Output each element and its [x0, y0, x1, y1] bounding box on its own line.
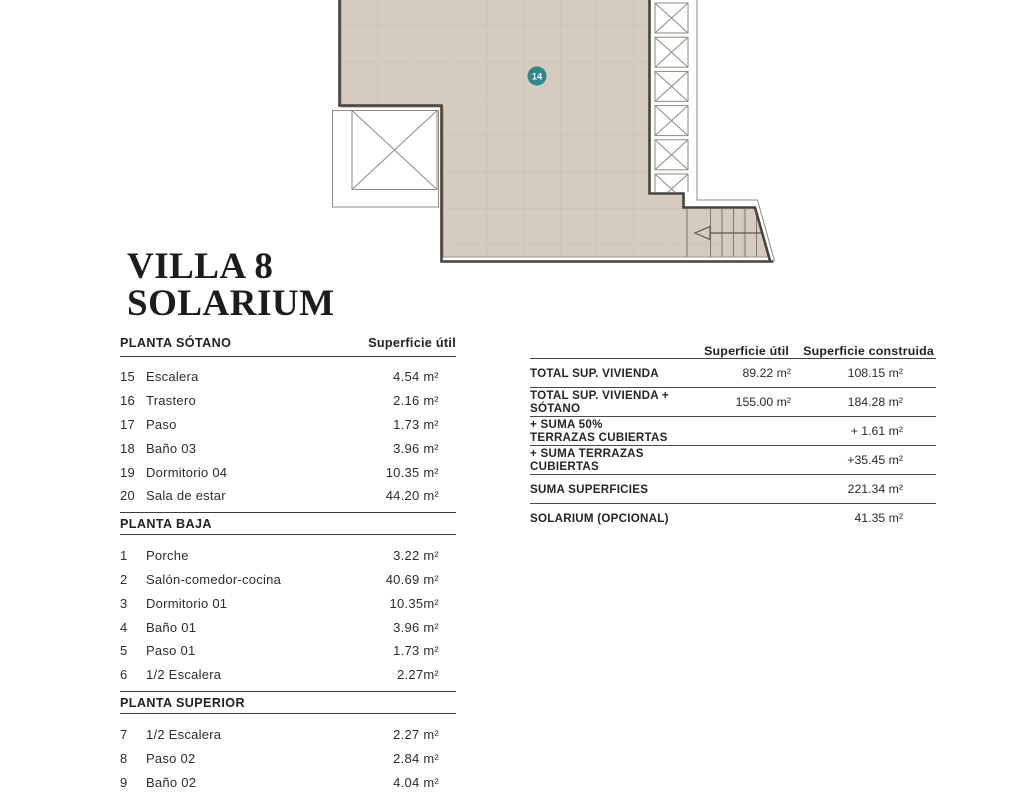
- section-rows: [120, 357, 456, 512]
- room-row: [120, 389, 456, 413]
- section-header-row: [120, 691, 456, 714]
- summary-superficie-construida-value: 184.28 m²: [847, 395, 903, 409]
- room-area-value: 3.96 m²: [393, 440, 439, 456]
- room-row: [120, 568, 456, 592]
- room-area-value: 3.22 m²: [393, 548, 439, 564]
- room-name: Paso 01: [146, 643, 196, 659]
- summary-label: TOTAL SUP. VIVIENDA: [530, 366, 659, 380]
- room-name: Trastero: [146, 393, 196, 409]
- room-name: 1/2 Escalera: [146, 726, 222, 742]
- column-header-superficie-util: Superficie útil: [368, 336, 456, 350]
- room-area-value: 4.04 m²: [393, 774, 439, 790]
- summary-label: + SUMA 50% TERRAZAS CUBIERTAS: [530, 418, 668, 444]
- summary-label: TOTAL SUP. VIVIENDA + SÓTANO: [530, 389, 669, 415]
- summary-superficie-construida-value: 108.15 m²: [847, 366, 903, 380]
- room-number: 4: [120, 619, 128, 635]
- room-name: Paso: [146, 416, 177, 432]
- room-name: Porche: [146, 548, 189, 564]
- room-row: [120, 544, 456, 568]
- room-area-value: 2.84 m²: [393, 750, 439, 766]
- page-title-line2: SOLARIUM: [127, 283, 335, 324]
- room-badge-label: 14: [531, 71, 543, 83]
- room-number: 3: [120, 595, 128, 611]
- room-row: [120, 591, 456, 615]
- summary-row: [530, 359, 936, 388]
- room-area-value: 10.35 m²: [385, 464, 439, 480]
- room-name: Dormitorio 01: [146, 595, 228, 611]
- section-header-row: [120, 512, 456, 535]
- summary-row: [530, 417, 936, 446]
- section-header-label: PLANTA SÓTANO: [120, 336, 232, 350]
- room-row: [120, 746, 456, 770]
- summary-label: SOLARIUM (OPCIONAL): [530, 511, 669, 525]
- skylight-box: [333, 111, 439, 208]
- section-rows: [120, 535, 456, 691]
- room-area-value: 40.69 m²: [385, 571, 439, 587]
- section-header-label: PLANTA BAJA: [120, 516, 212, 531]
- summary-superficie-construida-value: 221.34 m²: [847, 482, 903, 496]
- room-number: 1: [120, 548, 128, 564]
- room-number: 20: [120, 488, 135, 504]
- section-rows: [120, 714, 456, 798]
- section-header-label: PLANTA SUPERIOR: [120, 695, 245, 710]
- room-row: [120, 723, 456, 747]
- room-name: Baño 03: [146, 440, 197, 456]
- summary-label: + SUMA TERRAZAS CUBIERTAS: [530, 447, 644, 473]
- room-area-value: 1.73 m²: [393, 643, 439, 659]
- room-area-value: 10.35m²: [389, 595, 439, 611]
- summary-superficie-construida-value: + 1.61 m²: [850, 424, 903, 438]
- room-row: [120, 770, 456, 794]
- room-area-value: 2.27 m²: [393, 726, 439, 742]
- summary-label: SUMA SUPERFICIES: [530, 482, 649, 496]
- room-name: Dormitorio 04: [146, 464, 228, 480]
- room-name: Baño 01: [146, 619, 197, 635]
- summary-superficie-util-value: 89.22 m²: [742, 366, 791, 380]
- room-area-value: 1.73 m²: [393, 416, 439, 432]
- room-number: 16: [120, 393, 135, 409]
- table-section: [120, 336, 456, 512]
- room-area-value: 4.54 m²: [393, 369, 439, 385]
- room-number: 2: [120, 571, 128, 587]
- room-badge: [528, 67, 547, 86]
- summary-superficie-construida-value: 41.35 m²: [854, 511, 903, 525]
- column-header-superficie-construida: Superficie construida: [803, 344, 934, 358]
- room-number: 17: [120, 416, 135, 432]
- pergola-strip: [655, 3, 688, 204]
- room-name: Baño 02: [146, 774, 197, 790]
- table-section: [120, 691, 456, 798]
- room-row: [120, 484, 456, 508]
- room-name: Salón-comedor-cocina: [146, 571, 282, 587]
- room-name: Escalera: [146, 369, 199, 385]
- summary-header-row: [530, 334, 936, 359]
- room-row: [120, 460, 456, 484]
- room-number: 8: [120, 750, 128, 766]
- summary-row: [530, 504, 936, 532]
- room-row: [120, 365, 456, 389]
- room-number: 19: [120, 464, 135, 480]
- summary-superficie-construida-value: +35.45 m²: [847, 453, 903, 467]
- page-title-line1: VILLA 8: [127, 246, 274, 287]
- room-row: [120, 436, 456, 460]
- room-area-value: 3.96 m²: [393, 619, 439, 635]
- summary-superficie-util-value: 155.00 m²: [735, 395, 791, 409]
- room-row: [120, 639, 456, 663]
- room-name: Sala de estar: [146, 488, 226, 504]
- room-row: [120, 615, 456, 639]
- room-area-table: [120, 336, 456, 798]
- summary-row: [530, 446, 936, 475]
- surface-summary-table: [530, 334, 936, 532]
- room-number: 18: [120, 440, 135, 456]
- summary-row: [530, 388, 936, 417]
- room-area-value: 2.16 m²: [393, 393, 439, 409]
- room-row: [120, 663, 456, 687]
- room-number: 5: [120, 643, 128, 659]
- floor-plan: [0, 0, 1024, 272]
- section-header-row: [120, 336, 456, 357]
- room-number: 7: [120, 726, 128, 742]
- column-header-superficie-util: Superficie útil: [704, 344, 789, 358]
- room-name: 1/2 Escalera: [146, 667, 222, 683]
- room-number: 6: [120, 667, 128, 683]
- room-row: [120, 413, 456, 437]
- room-number: 15: [120, 369, 135, 385]
- table-section: [120, 512, 456, 691]
- room-name: Paso 02: [146, 750, 196, 766]
- page-title: [127, 248, 335, 322]
- room-area-value: 2.27m²: [397, 667, 439, 683]
- summary-row: [530, 475, 936, 504]
- room-number: 9: [120, 774, 128, 790]
- room-area-value: 44.20 m²: [385, 488, 439, 504]
